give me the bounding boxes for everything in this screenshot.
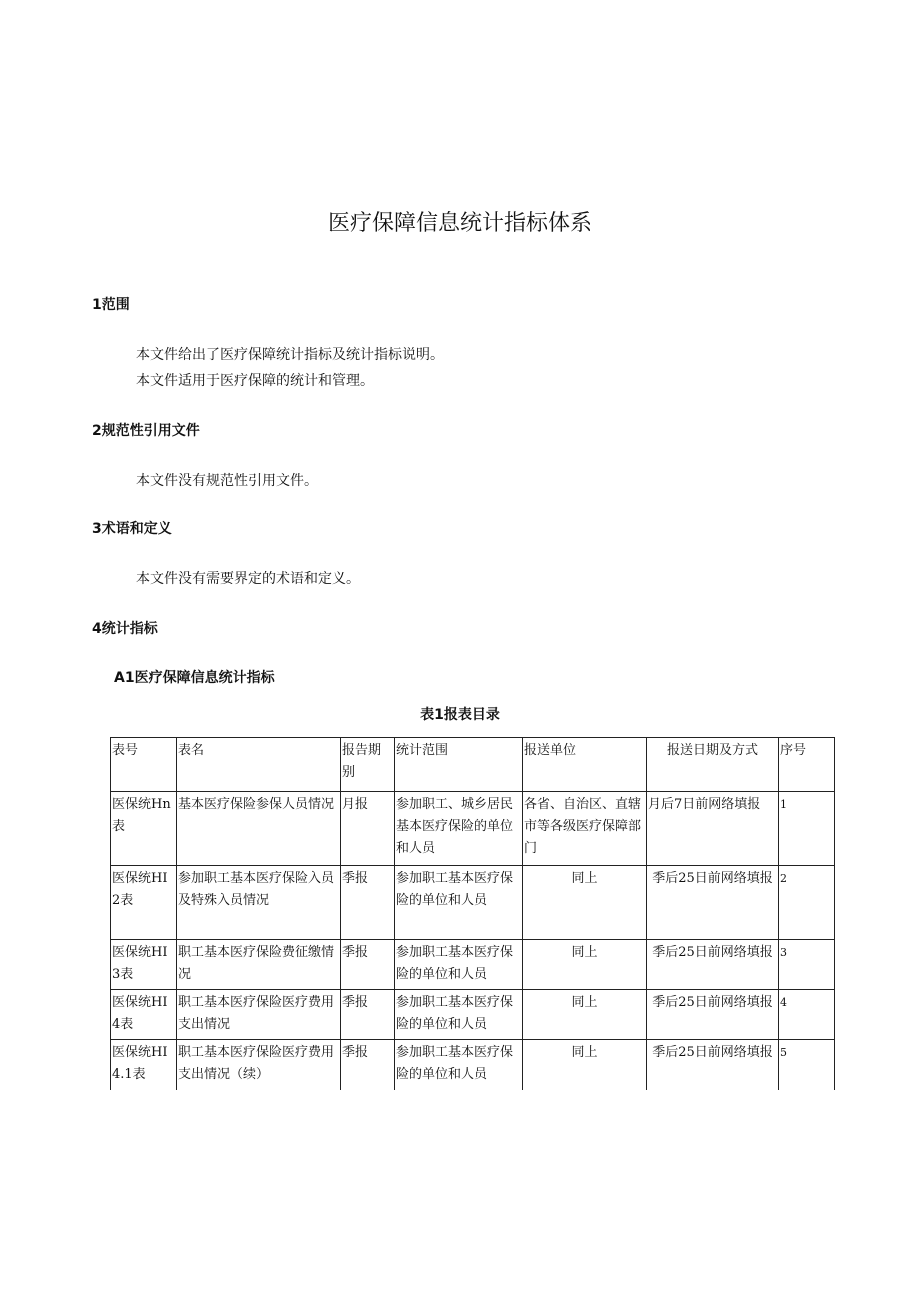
table-row — [111, 866, 835, 940]
table-cell: 职工基本医疗保险医疗费用支出情况（续） — [177, 1040, 341, 1090]
table-cell: 参加职工基本医疗保险的单位和人员 — [395, 940, 523, 990]
table-cell: 月报 — [341, 792, 395, 866]
table-caption: 表1报表目录 — [420, 707, 500, 723]
table-row — [111, 1040, 835, 1090]
section-heading-indicators: 4统计指标 — [92, 621, 158, 637]
table-cell: 各省、自治区、直辖市等各级医疗保障部门 — [523, 792, 647, 866]
table-cell: 3 — [779, 940, 835, 990]
table-cell: 同上 — [523, 940, 647, 990]
table-cell: 同上 — [523, 866, 647, 940]
table-cell: 医保统HI4表 — [111, 990, 177, 1040]
header-cell: 统计范围 — [395, 738, 523, 792]
table-cell: 季后25日前网络填报 — [647, 1040, 779, 1090]
paragraph: 本文件没有规范性引用文件。 — [136, 473, 318, 489]
table-cell: 2 — [779, 866, 835, 940]
table-cell: 同上 — [523, 1040, 647, 1090]
table-cell: 参加职工基本医疗保险的单位和人员 — [395, 1040, 523, 1090]
table-cell: 职工基本医疗保险费征缴情况 — [177, 940, 341, 990]
document-title: 医疗保障信息统计指标体系 — [327, 211, 592, 236]
header-cell: 报送单位 — [523, 738, 647, 792]
table-cell: 职工基本医疗保险医疗费用支出情况 — [177, 990, 341, 1040]
table-cell: 4 — [779, 990, 835, 1040]
table-cell: 参加职工、城乡居民基本医疗保险的单位和人员 — [395, 792, 523, 866]
report-catalog-table — [110, 737, 835, 1090]
table-cell: 季报 — [341, 1040, 395, 1090]
table-row — [111, 990, 835, 1040]
table-cell: 季报 — [341, 940, 395, 990]
paragraph: 本文件没有需要界定的术语和定义。 — [136, 571, 360, 587]
table-cell: 1 — [779, 792, 835, 866]
table-row — [111, 940, 835, 990]
table-cell: 季报 — [341, 990, 395, 1040]
header-cell: 报送日期及方式 — [647, 738, 779, 792]
section-heading-scope: 1范围 — [92, 297, 130, 313]
table-cell: 医保统Hn表 — [111, 792, 177, 866]
table-cell: 基本医疗保险参保人员情况 — [177, 792, 341, 866]
section-heading-terms: 3术语和定义 — [92, 521, 172, 537]
header-cell: 表号 — [111, 738, 177, 792]
table-row — [111, 792, 835, 866]
table-cell: 季后25日前网络填报 — [647, 990, 779, 1040]
subsection-heading: A1医疗保障信息统计指标 — [114, 670, 275, 686]
section-heading-normative-references: 2规范性引用文件 — [92, 423, 200, 439]
table-cell: 参加职工基本医疗保险的单位和人员 — [395, 990, 523, 1040]
header-cell: 报告期别 — [341, 738, 395, 792]
header-cell: 序号 — [779, 738, 835, 792]
paragraph: 本文件给出了医疗保障统计指标及统计指标说明。 — [136, 347, 444, 363]
table-cell: 同上 — [523, 990, 647, 1040]
table-cell: 季后25日前网络填报 — [647, 940, 779, 990]
table-cell: 参加职工基本医疗保险的单位和人员 — [395, 866, 523, 940]
table-cell: 季后25日前网络填报 — [647, 866, 779, 940]
table-cell: 医保统HI2表 — [111, 866, 177, 940]
table-cell: 医保统HI4.1表 — [111, 1040, 177, 1090]
table-cell: 5 — [779, 1040, 835, 1090]
table-cell: 医保统HI3表 — [111, 940, 177, 990]
table-cell: 季报 — [341, 866, 395, 940]
table-cell: 参加职工基本医疗保险入员及特殊入员情况 — [177, 866, 341, 940]
paragraph: 本文件适用于医疗保障的统计和管理。 — [136, 373, 374, 389]
header-cell: 表名 — [177, 738, 341, 792]
table-cell: 月后7日前网络填报 — [647, 792, 779, 866]
table-header-row — [111, 738, 835, 792]
